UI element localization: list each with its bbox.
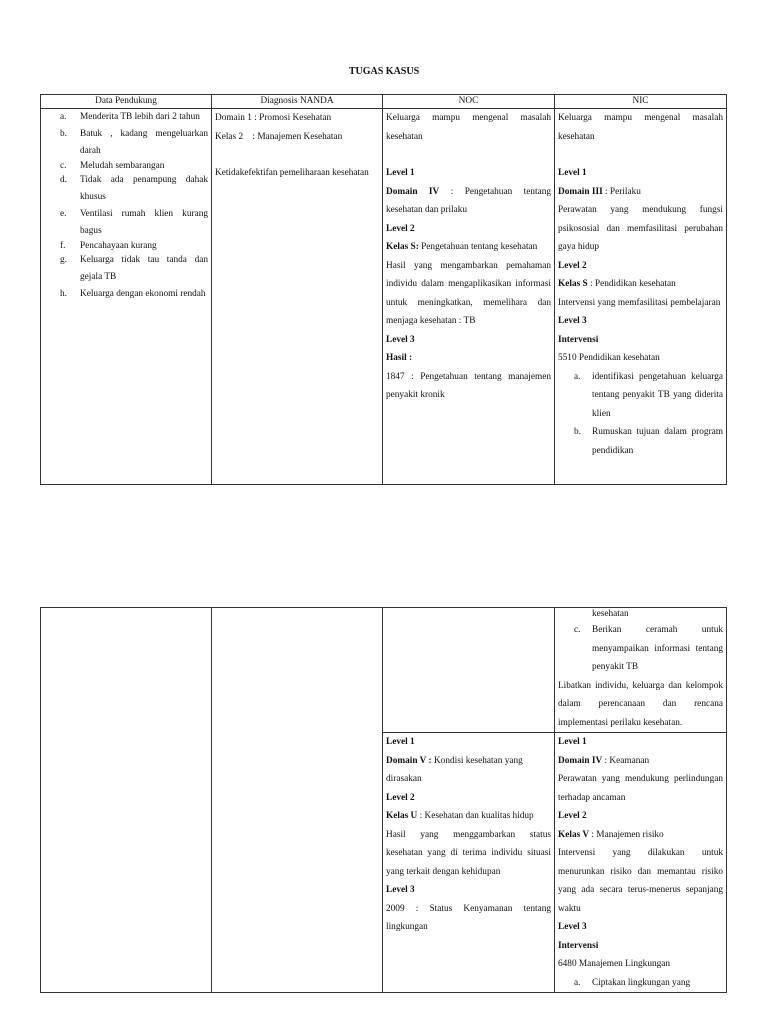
noc-hasil-label: Hasil : [386,353,413,363]
nic-cell-2 [555,733,727,993]
noc-cell-continued [383,608,555,733]
nic2-kelas-description: Intervensi yang dilakukan untuk menurunkan risiko dan memantau risiko yang ada secara terus-menerus sepanjang waktu [558,848,723,914]
list-item: h. Keluarga dengan ekonomi rendah [60,289,206,299]
noc-level-2: Level 2 [386,223,415,234]
nic2-level-1: Level 1 [558,737,587,747]
noc2-level-3: Level 3 [386,885,415,895]
nic-intervention-list-continued [558,621,723,677]
diagnosis-domain: Domain 1 : Promosi Kesehatan [215,113,332,123]
list-item: a. identifikasi pengetahuan keluarga tentang penyakit TB yang diderita klien [574,371,723,419]
nic2-domain-description: Perawatan yang mendukung perlindungan terhadap ancaman [558,774,723,803]
noc2-level-1: Level 1 [386,737,415,747]
nic-carry-text: kesehatan [592,609,629,619]
noc-cell-2 [383,733,555,993]
header-diagnosis-nanda: Diagnosis NANDA [212,95,383,109]
diagnosis-kelas: Kelas 2 : Manajemen Kesehatan [215,131,343,142]
noc-level-1: Level 1 [386,168,415,178]
noc-outcome: 1847 : Pengetahuan tentang manajemen penyakit kronik [386,371,551,400]
nic-intervensi-label: Intervensi [558,334,599,345]
nic2-intervention: 6480 Manajemen Lingkungan [558,959,671,969]
nic2-intervensi-label: Intervensi [558,940,599,951]
data-pendukung-cell [41,109,212,485]
nic-cell [555,109,727,485]
nic2-level-3: Level 3 [558,922,587,932]
noc-domain: Domain IV : Pengetahuan tentang kesehatan dan prilaku [386,186,552,215]
noc-hasil-description: Hasil yang mengambarkan pemahaman individu dalam mengaplikasikan informasi untuk meningkatkan, memelihara dan menjaga kesehatan : TB [386,260,551,326]
noc2-domain: Domain V : Kondisi kesehatan yang dirasakan [386,755,523,784]
table-row [41,109,727,485]
list-item: b. Rumuskan tujuan dalam program pendidikan [574,427,723,456]
list-item: a. Ciptakan lingkungan yang [574,977,691,988]
nic-cell-continued [555,608,727,733]
noc-cell [383,109,555,485]
header-noc: NOC [383,95,555,109]
nic-kelas-description: Intervensi yang memfasilitasi pembelajaran [558,297,721,308]
header-data-pendukung: Data Pendukung [41,95,212,109]
nic-kelas: Kelas S : Pendidikan kesehatan [558,279,676,289]
list-item: b. Batuk , kadang mengeluarkan darah [60,129,208,156]
nic-intervention-list [558,368,723,461]
nic-domain: Domain III : Perilaku [558,186,641,197]
care-plan-table-page2 [40,607,727,993]
nic2-level-2: Level 2 [558,811,587,821]
noc2-hasil-description: Hasil yang menggambarkan status kesehatan yang di terima individu situasi yang terkait dengan kehidupan [386,829,551,877]
care-plan-table-page1 [40,94,727,485]
nic2-kelas: Kelas V : Manajemen risiko [558,829,664,840]
nic-level-2: Level 2 [558,260,587,271]
header-nic: NIC [555,95,727,109]
noc-goal: Keluarga mampu mengenal masalah kesehatan [386,113,551,142]
noc-level-3: Level 3 [386,334,415,345]
nic-level-3: Level 3 [558,316,587,326]
noc2-outcome: 2009 : Status Kenyamanan tentang lingkungan [386,903,551,932]
list-item: g. Keluarga tidak tau tanda dan gejala TB [60,255,208,282]
nic2-domain: Domain IV : Keamanan [558,755,650,766]
data-pendukung-cell-continued [41,608,212,993]
list-item: f. Pencahayaan kurang [60,241,157,251]
list-item: c. Meludah sembarangan [60,161,165,171]
list-item: a. Menderita TB lebih dari 2 tahun [60,112,200,122]
list-item: c. Berikan ceramah untuk menyampaikan informasi tentang penyakit TB [574,625,723,672]
nic2-intervention-list [558,974,723,993]
nic-domain-description: Perawatan yang mendukung fungsi psikososial dan memfasilitasi perubahan gaya hidup [558,205,723,252]
noc2-kelas: Kelas U : Kesehatan dan kualitas hidup [386,811,534,821]
header-row [41,95,727,109]
table-row [41,608,727,733]
noc-kelas: Kelas S: Pengetahuan tentang kesehatan [386,242,538,252]
list-item: e. Ventilasi rumah klien kurang bagus [60,209,208,236]
diagnosis-cell-continued [212,608,383,993]
nic-goal: Keluarga mampu mengenal masalah kesehatan [558,113,723,142]
diagnosis-text: Ketidakefektifan pemeliharaan kesehatan [215,168,369,178]
diagnosis-cell [212,109,383,485]
list-item: d. Tidak ada penampung dahak khusus [60,175,208,202]
supporting-data-list [44,109,208,303]
document-title: TUGAS KASUS [348,66,420,77]
nic-level-1: Level 1 [558,168,587,178]
nic-intervention: 5510 Pendidikan kesehatan [558,353,660,363]
noc2-level-2: Level 2 [386,792,415,803]
nic-paragraph: Libatkan individu, keluarga dan kelompok dalam perencanaan dan rencana implementasi perilaku kesehatan. [558,680,723,728]
